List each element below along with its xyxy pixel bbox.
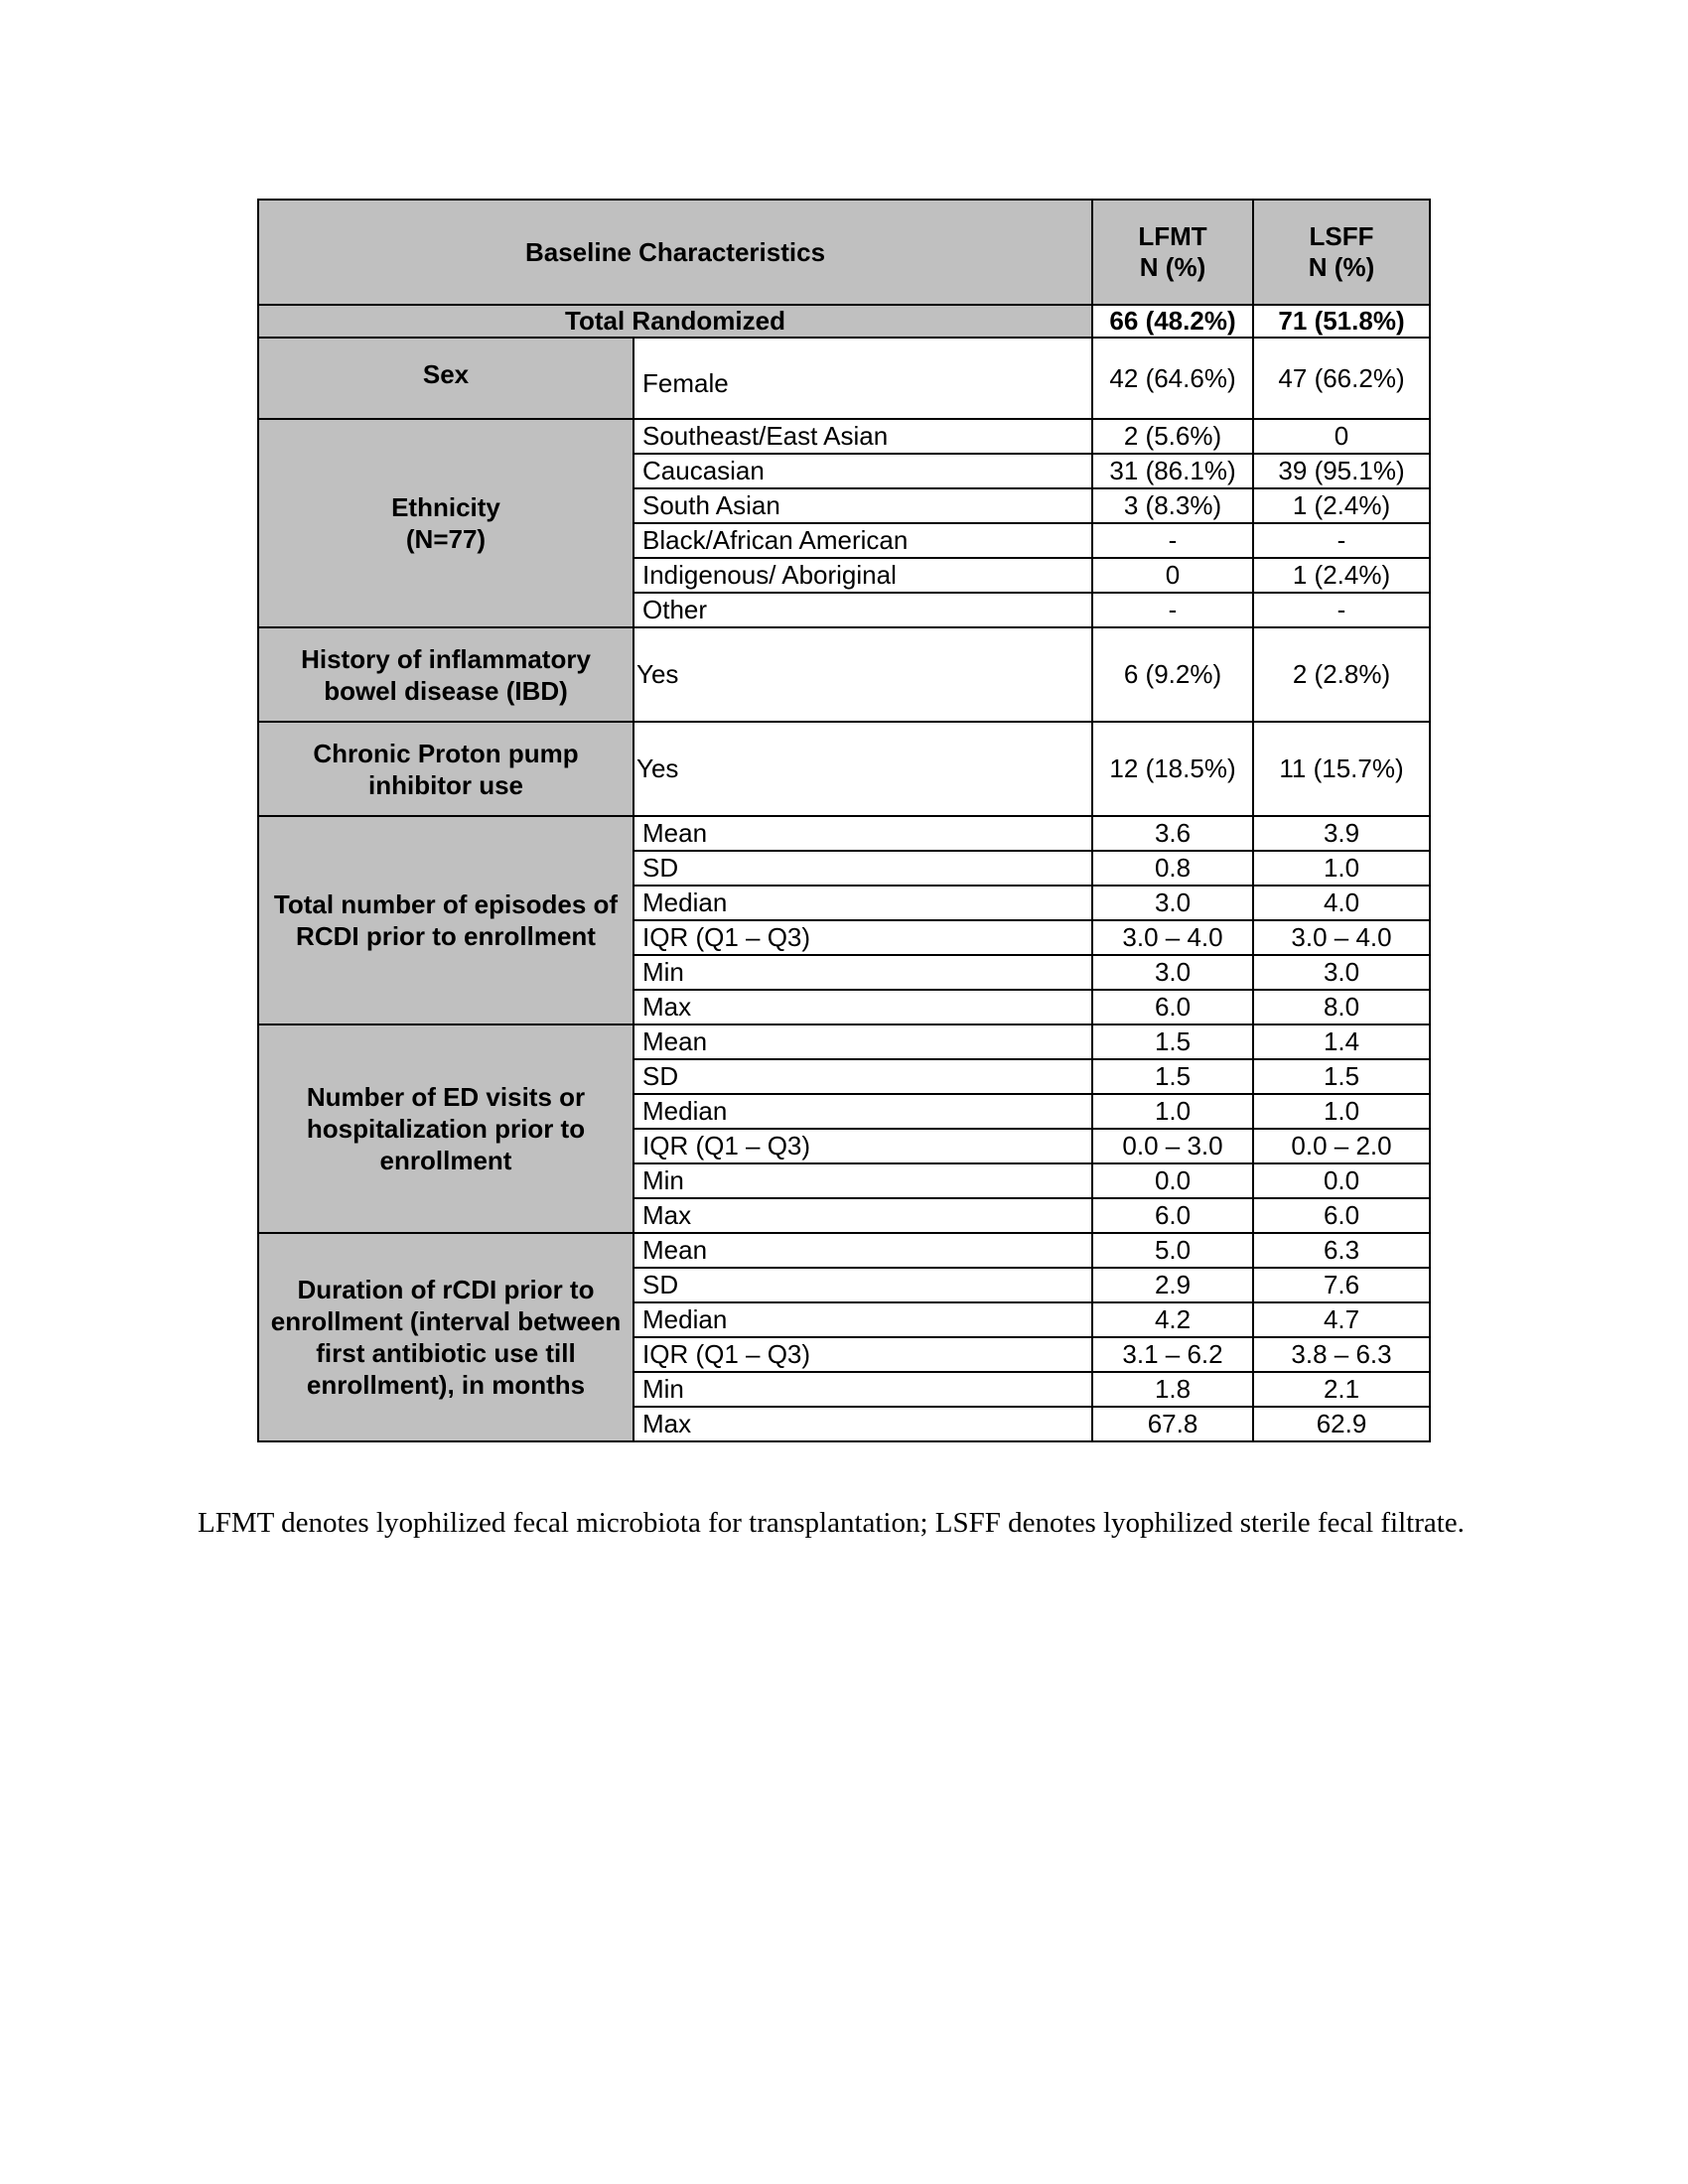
episodes-lsff-value: 3.9 [1253, 816, 1430, 851]
ed-visits-lsff-value: 1.0 [1253, 1094, 1430, 1129]
episodes-lfmt-value: 3.0 [1092, 886, 1253, 920]
ethnicity-lsff-value: 39 (95.1%) [1253, 454, 1430, 488]
ed-visits-sub-label: Mean [633, 1024, 1092, 1059]
episodes-category-cell [258, 816, 633, 1024]
ethnicity-lfmt-value: - [1092, 593, 1253, 627]
total-lsff-value: 71 (51.8%) [1253, 305, 1430, 338]
ethnicity-lsff-value: 1 (2.4%) [1253, 488, 1430, 523]
table-header-row [258, 200, 1430, 305]
ethnicity-sub-label: South Asian [633, 488, 1092, 523]
duration-lfmt-value: 67.8 [1092, 1407, 1253, 1441]
ed-visits-lfmt-value: 1.0 [1092, 1094, 1253, 1129]
ppi-lfmt-value: 12 (18.5%) [1092, 722, 1253, 816]
ppi-category-cell [258, 722, 633, 816]
total-lfmt-value: 66 (48.2%) [1092, 305, 1253, 338]
ibd-label-line: bowel disease (IBD) [324, 675, 568, 706]
episodes-sub-label: SD [633, 851, 1092, 886]
episodes-lsff-value: 1.0 [1253, 851, 1430, 886]
ed-visits-sub-label: Median [633, 1094, 1092, 1129]
duration-lfmt-value: 3.1 – 6.2 [1092, 1337, 1253, 1372]
ibd-label-line: History of inflammatory [301, 643, 591, 674]
episodes-lsff-value: 3.0 [1253, 955, 1430, 990]
ed-visits-label-line: enrollment [379, 1146, 512, 1175]
duration-lsff-value: 6.3 [1253, 1233, 1430, 1268]
ethnicity-lfmt-value: 3 (8.3%) [1092, 488, 1253, 523]
ed-visits-lfmt-value: 0.0 – 3.0 [1092, 1129, 1253, 1163]
header-lfmt-cell [1092, 200, 1253, 305]
duration-lfmt-value: 4.2 [1092, 1302, 1253, 1337]
episodes-sub-label: Mean [633, 816, 1092, 851]
duration-lfmt-value: 2.9 [1092, 1268, 1253, 1302]
episodes-label-line: RCDI prior to enrollment [296, 921, 596, 951]
episodes-lsff-value: 3.0 – 4.0 [1253, 920, 1430, 955]
sex-category-cell [258, 338, 633, 419]
duration-sub-label: Median [633, 1302, 1092, 1337]
ed-visits-label-line: hospitalization prior to [306, 1114, 586, 1144]
ppi-row [258, 722, 1430, 816]
ed-visits-lsff-value: 1.5 [1253, 1059, 1430, 1094]
duration-category-cell [258, 1233, 633, 1441]
duration-sub-label: Mean [633, 1233, 1092, 1268]
ethnicity-label-line: Ethnicity [391, 492, 500, 522]
ibd-category-cell [258, 627, 633, 722]
ed-visits-lfmt-value: 0.0 [1092, 1163, 1253, 1198]
duration-lfmt-value: 1.8 [1092, 1372, 1253, 1407]
episodes-lsff-value: 4.0 [1253, 886, 1430, 920]
header-title: Baseline Characteristics [524, 236, 826, 267]
ethnicity-lfmt-value: 0 [1092, 558, 1253, 593]
header-lsff-cell [1253, 200, 1430, 305]
ethnicity-sub-label: Caucasian [633, 454, 1092, 488]
duration-label-line: Duration of rCDI prior to [297, 1275, 595, 1304]
baseline-table-container [257, 199, 1429, 1442]
ed-visits-lsff-value: 0.0 [1253, 1163, 1430, 1198]
episodes-lfmt-value: 0.8 [1092, 851, 1253, 886]
ed-visits-lfmt-value: 6.0 [1092, 1198, 1253, 1233]
sex-lsff-value: 47 (66.2%) [1253, 338, 1430, 419]
sex-row [258, 338, 1430, 419]
header-lfmt-unit: N (%) [1139, 252, 1206, 282]
ethnicity-sub-label: Indigenous/ Aboriginal [633, 558, 1092, 593]
total-randomized-label: Total Randomized [258, 305, 1092, 338]
duration-lsff-value: 7.6 [1253, 1268, 1430, 1302]
ethnicity-lsff-value: - [1253, 523, 1430, 558]
episodes-lfmt-value: 3.6 [1092, 816, 1253, 851]
ppi-label-line: Chronic Proton pump [313, 738, 579, 768]
episodes-sub-label: Median [633, 886, 1092, 920]
ed-visits-lsff-value: 1.4 [1253, 1024, 1430, 1059]
ethnicity-lsff-value: 1 (2.4%) [1253, 558, 1430, 593]
ethnicity-lsff-value: 0 [1253, 419, 1430, 454]
ibd-row [258, 627, 1430, 722]
duration-lsff-value: 3.8 – 6.3 [1253, 1337, 1430, 1372]
ethnicity-lsff-value: - [1253, 593, 1430, 627]
duration-lsff-value: 4.7 [1253, 1302, 1430, 1337]
ethnicity-sub-label: Other [633, 593, 1092, 627]
duration-lsff-value: 62.9 [1253, 1407, 1430, 1441]
ethnicity-lfmt-value: - [1092, 523, 1253, 558]
duration-sub-label: IQR (Q1 – Q3) [633, 1337, 1092, 1372]
episodes-lfmt-value: 6.0 [1092, 990, 1253, 1024]
episodes-sub-label: Min [633, 955, 1092, 990]
ed-visits-sub-label: Min [633, 1163, 1092, 1198]
header-lsff-unit: N (%) [1308, 252, 1375, 282]
ethnicity-sub-label: Southeast/East Asian [633, 419, 1092, 454]
ed-visits-sub-label: IQR (Q1 – Q3) [633, 1129, 1092, 1163]
ethnicity-label-line: (N=77) [405, 524, 487, 554]
ed-visits-lsff-value: 6.0 [1253, 1198, 1430, 1233]
header-lsff-name: LSFF [1309, 221, 1374, 251]
duration-sub-label: Min [633, 1372, 1092, 1407]
ed-visits-category-cell [258, 1024, 633, 1233]
ed-visits-label-line: Number of ED visits or [306, 1082, 586, 1112]
table-footnote: LFMT denotes lyophilized fecal microbiota for transplantation; LSFF denotes lyophilized sterile fecal filtrate. [198, 1507, 1465, 1539]
duration-sub-label: Max [633, 1407, 1092, 1441]
ppi-label-line: inhibitor use [368, 769, 523, 800]
baseline-characteristics-table [257, 199, 1431, 1442]
ed-visits-row [258, 1024, 1430, 1059]
sex-sub-label: Female [633, 338, 1092, 419]
sex-lfmt-value: 42 (64.6%) [1092, 338, 1253, 419]
duration-label-line: first antibiotic use till [316, 1338, 576, 1368]
duration-row [258, 1233, 1430, 1268]
ethnicity-sub-label: Black/African American [633, 523, 1092, 558]
episodes-label-line: Total number of episodes of [273, 889, 619, 919]
total-randomized-row [258, 305, 1430, 338]
header-title-cell [258, 200, 1092, 305]
ed-visits-lfmt-value: 1.5 [1092, 1024, 1253, 1059]
ibd-lfmt-value: 6 (9.2%) [1092, 627, 1253, 722]
ethnicity-lfmt-value: 31 (86.1%) [1092, 454, 1253, 488]
duration-lsff-value: 2.1 [1253, 1372, 1430, 1407]
sex-label: Sex [422, 359, 470, 389]
ed-visits-lsff-value: 0.0 – 2.0 [1253, 1129, 1430, 1163]
episodes-sub-label: IQR (Q1 – Q3) [633, 920, 1092, 955]
ethnicity-row [258, 419, 1430, 454]
duration-label-line: enrollment), in months [306, 1370, 586, 1400]
duration-sub-label: SD [633, 1268, 1092, 1302]
episodes-lsff-value: 8.0 [1253, 990, 1430, 1024]
episodes-row [258, 816, 1430, 851]
ed-visits-sub-label: SD [633, 1059, 1092, 1094]
ed-visits-lfmt-value: 1.5 [1092, 1059, 1253, 1094]
header-lfmt-name: LFMT [1138, 221, 1207, 251]
duration-label-line: enrollment (interval between [270, 1306, 622, 1336]
duration-lfmt-value: 5.0 [1092, 1233, 1253, 1268]
ppi-lsff-value: 11 (15.7%) [1253, 722, 1430, 816]
episodes-lfmt-value: 3.0 – 4.0 [1092, 920, 1253, 955]
ethnicity-lfmt-value: 2 (5.6%) [1092, 419, 1253, 454]
episodes-lfmt-value: 3.0 [1092, 955, 1253, 990]
ethnicity-category-cell [258, 419, 633, 627]
ibd-sub-label: Yes [633, 627, 1092, 722]
episodes-sub-label: Max [633, 990, 1092, 1024]
ibd-lsff-value: 2 (2.8%) [1253, 627, 1430, 722]
ppi-sub-label: Yes [633, 722, 1092, 816]
ed-visits-sub-label: Max [633, 1198, 1092, 1233]
